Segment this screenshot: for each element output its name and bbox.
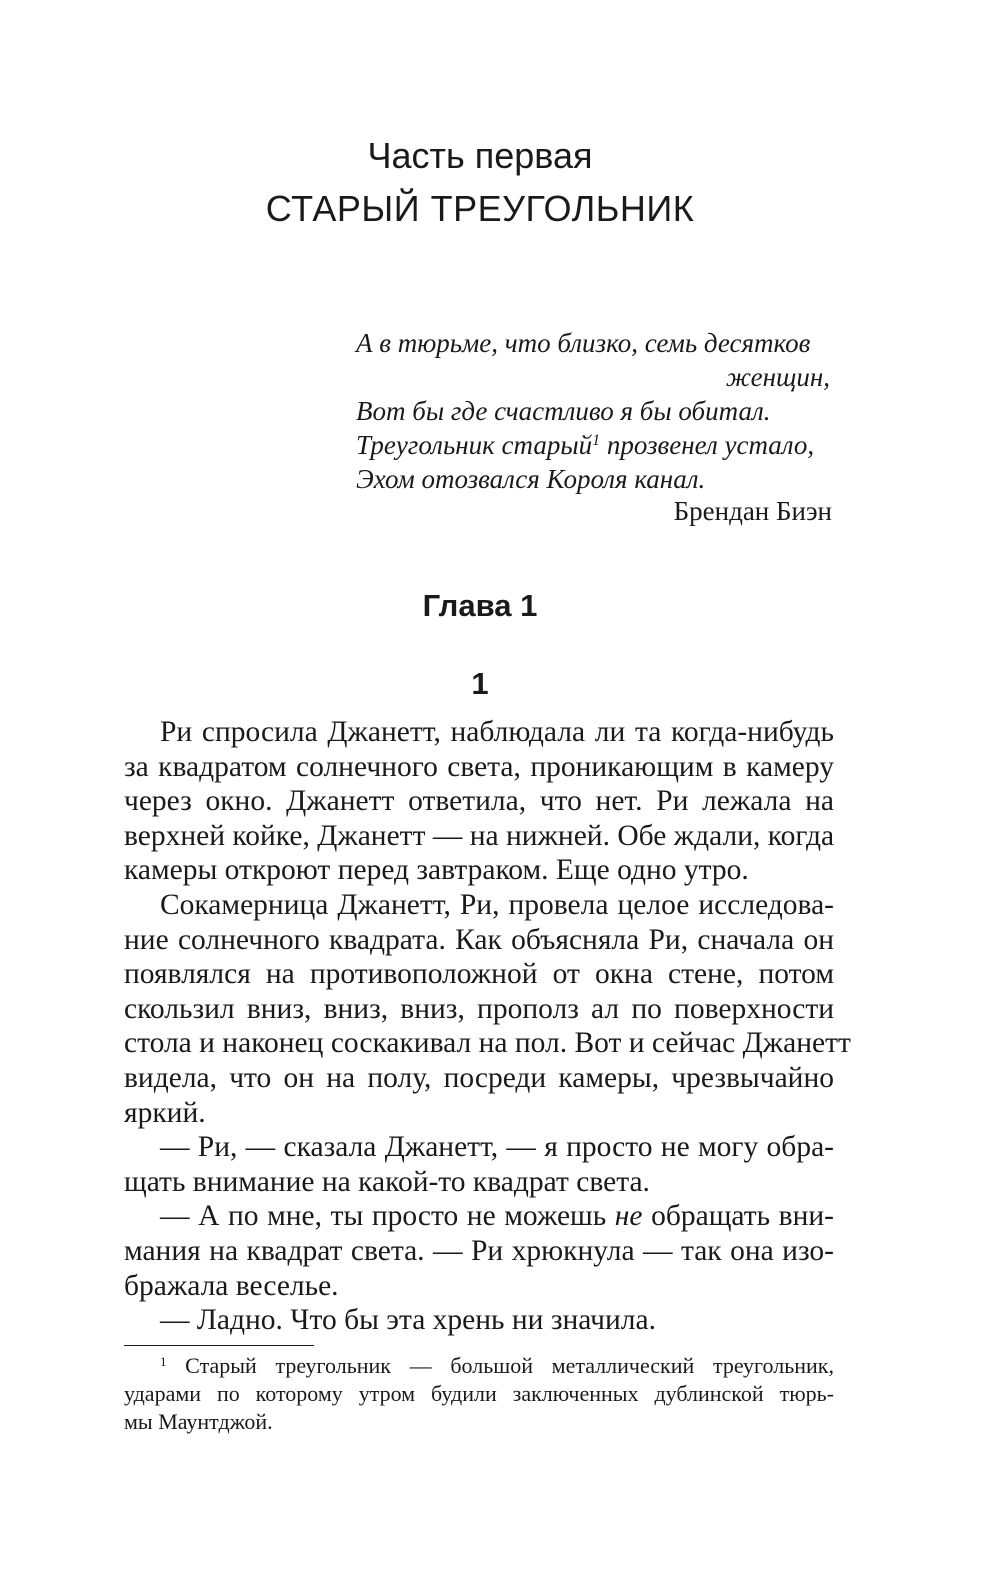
paragraph (124, 1303, 834, 1338)
text-line: за квадратом солнечного света, проникающим в камеру (124, 750, 834, 783)
text-line: стола и наконец соскакивал на пол. Вот и сейчас Джанетт (124, 1027, 851, 1060)
text-line: камеры откроют перед завтраком. Еще одно утро. (124, 854, 749, 887)
footnote-text: Старый треугольник — большой металлический треугольник, (166, 1353, 834, 1378)
part-label: Часть первая (367, 135, 593, 176)
footnote-divider (124, 1345, 314, 1346)
paragraph (124, 1130, 834, 1199)
text-line: скользил вниз, вниз, вниз, прополз ал по поверхности (124, 992, 834, 1025)
text-line: Ри спросила Джанетт, наблюдала ли та когда-нибудь (160, 716, 834, 748)
paragraph (124, 888, 851, 1130)
text-line: видела, что он на полу, посреди камеры, чрезвычайно (124, 1061, 834, 1094)
part-title: СТАРЫЙ ТРЕУГОЛЬНИК (265, 188, 695, 229)
text-line: верхней койке, Джанетт — на нижней. Обе ждали, когда (124, 819, 835, 852)
epigraph (356, 326, 832, 496)
footnote-ref[interactable]: 1 (592, 432, 601, 449)
footnote-mark: 1 (160, 1354, 167, 1369)
paragraph (124, 715, 834, 888)
epigraph-text: прозвенел устало, (600, 430, 815, 460)
body-text (124, 715, 851, 1338)
footnote (124, 1352, 834, 1436)
text-line: щать внимание на какой-то квадрат света. (124, 1165, 650, 1198)
footnote-line: мы Маунтджой. (124, 1409, 273, 1434)
text-line: мания на квадрат света. — Ри хрюкнула — так она изо- (124, 1234, 834, 1267)
text-run: обращать вни- (642, 1200, 834, 1233)
emphasis: не (614, 1200, 643, 1233)
text-line: Сокамерница Джанетт, Ри, провела целое исследова- (160, 888, 834, 921)
epigraph-line: женщин, (725, 362, 830, 392)
text-line: бражала веселье. (124, 1269, 339, 1302)
epigraph-line: Вот бы где счастливо я бы обитал. (356, 396, 771, 426)
text-line: появлялся на противоположной от окна стене, потом (124, 958, 834, 991)
epigraph-line (356, 428, 832, 462)
epigraph-line: А в тюрьме, что близко, семь десятков (356, 328, 811, 358)
text-line: яркий. (124, 1096, 206, 1129)
paragraph (124, 1199, 834, 1303)
text-line: ние солнечного квадрата. Как объясняла Ри, сначала он (124, 923, 834, 956)
chapter-title: Глава 1 (422, 588, 538, 623)
section-number: 1 (471, 666, 489, 701)
text-line: через окно. Джанетт ответила, что нет. Ри лежала на (124, 785, 834, 818)
footnote-line: ударами по которому утром будили заключенных дублинской тюрь- (124, 1381, 834, 1406)
text-line (124, 1199, 834, 1234)
text-line: — Ладно. Что бы эта хрень ни значила. (160, 1304, 656, 1337)
epigraph-author: Брендан Биэн (673, 496, 832, 526)
text-line: — Ри, — сказала Джанетт, — я просто не могу обра- (160, 1131, 834, 1164)
footnote-line (124, 1352, 834, 1380)
epigraph-text: Треугольник старый (356, 430, 593, 460)
text-run: — А по мне, ты просто не можешь (160, 1200, 615, 1233)
epigraph-line: Эхом отозвался Короля канал. (356, 464, 706, 494)
